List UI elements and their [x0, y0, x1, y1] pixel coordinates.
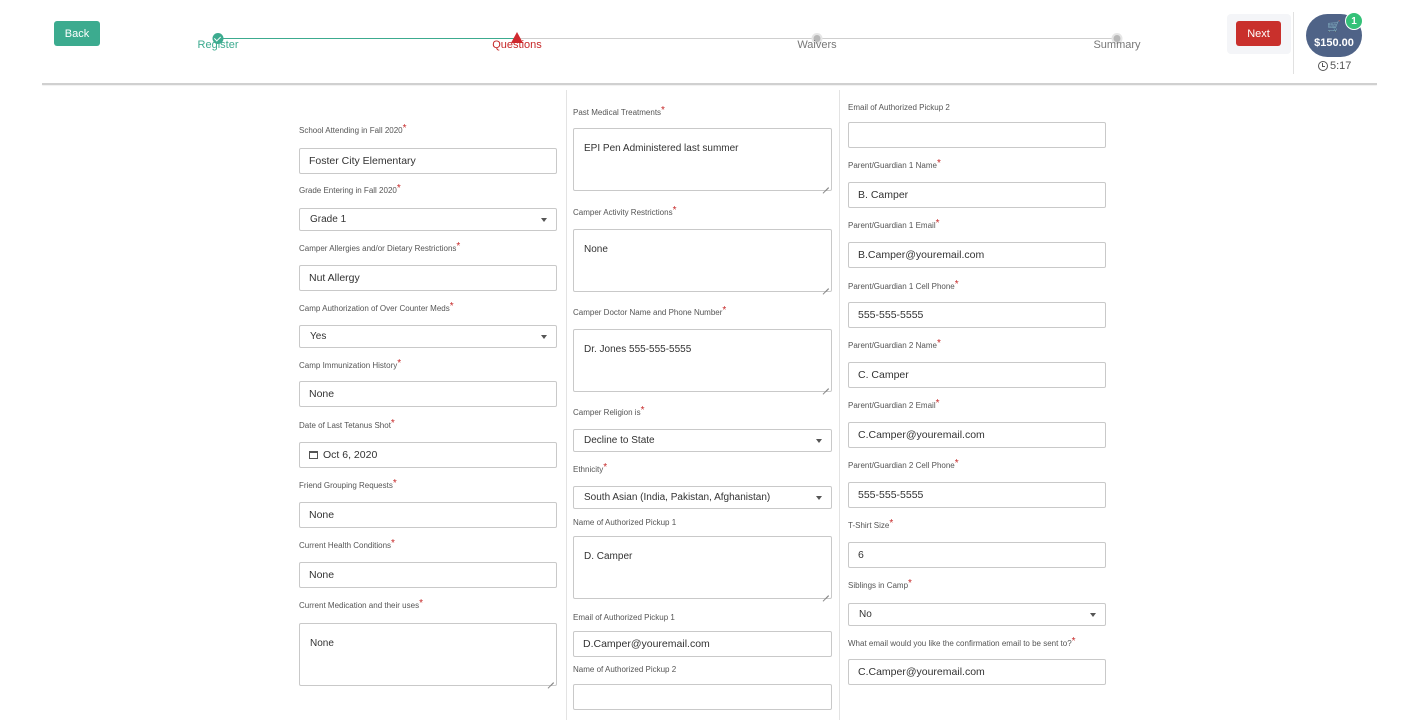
medication-textarea[interactable]: None [299, 623, 557, 686]
field-label: Camper Doctor Name and Phone Number* [573, 305, 727, 317]
tshirt-size-input[interactable]: 6 [848, 542, 1106, 568]
health-conditions-input[interactable]: None [299, 562, 557, 588]
field-label: Siblings in Camp* [848, 578, 912, 590]
religion-select[interactable]: Decline to State [573, 429, 832, 452]
siblings-select[interactable]: No [848, 603, 1106, 626]
chevron-down-icon [816, 496, 822, 500]
friend-grouping-input[interactable]: None [299, 502, 557, 528]
field-label: Ethnicity* [573, 462, 608, 474]
cart-amount: $150.00 [1314, 37, 1354, 49]
field-label: Grade Entering in Fall 2020* [299, 183, 401, 195]
field-label: Friend Grouping Requests* [299, 478, 397, 490]
guardian2-name-input[interactable]: C. Camper [848, 362, 1106, 388]
clock-icon [1318, 61, 1328, 71]
step-register[interactable]: Register [197, 39, 239, 51]
guardian1-name-input[interactable]: B. Camper [848, 182, 1106, 208]
field-label: Parent/Guardian 1 Name* [848, 158, 941, 170]
resize-handle-icon[interactable] [821, 180, 829, 188]
activity-restrictions-textarea[interactable]: None [573, 229, 832, 292]
resize-handle-icon[interactable] [821, 588, 829, 596]
chevron-down-icon [541, 335, 547, 339]
guardian2-email-input[interactable]: C.Camper@youremail.com [848, 422, 1106, 448]
field-label: Parent/Guardian 1 Email* [848, 218, 940, 230]
cart-icon: 🛒 [1327, 21, 1341, 33]
cart-count-badge: 1 [1345, 12, 1363, 30]
field-label: School Attending in Fall 2020* [299, 123, 407, 135]
past-treatments-textarea[interactable]: EPI Pen Administered last summer [573, 128, 832, 191]
guardian1-phone-input[interactable]: 555-555-5555 [848, 302, 1106, 328]
field-label: Past Medical Treatments* [573, 105, 665, 117]
field-label: Camp Immunization History* [299, 358, 402, 370]
field-label: Camper Allergies and/or Dietary Restrictions* [299, 241, 461, 253]
immunization-input[interactable]: None [299, 381, 557, 407]
pickup1-name-textarea[interactable]: D. Camper [573, 536, 832, 599]
field-label: Name of Authorized Pickup 1 [573, 518, 677, 527]
allergies-input[interactable]: Nut Allergy [299, 265, 557, 291]
pickup2-email-input[interactable] [848, 122, 1106, 148]
field-label: Name of Authorized Pickup 2 [573, 665, 677, 674]
step-waivers[interactable]: Waivers [797, 39, 837, 51]
chevron-down-icon [816, 439, 822, 443]
progress-line-complete [218, 38, 517, 39]
header-divider [1293, 12, 1294, 74]
field-label: Camper Religion is* [573, 405, 645, 417]
otc-meds-select[interactable]: Yes [299, 325, 557, 348]
grade-select[interactable]: Grade 1 [299, 208, 557, 231]
ethnicity-select[interactable]: South Asian (India, Pakistan, Afghanistan) [573, 486, 832, 509]
field-label: Date of Last Tetanus Shot* [299, 418, 395, 430]
column-divider [566, 90, 567, 720]
chevron-down-icon [541, 218, 547, 222]
resize-handle-icon[interactable] [821, 281, 829, 289]
field-label: Camper Activity Restrictions* [573, 205, 677, 217]
field-label: Current Medication and their uses* [299, 598, 423, 610]
tetanus-date-input[interactable]: Oct 6, 2020 [299, 442, 557, 468]
doctor-textarea[interactable]: Dr. Jones 555-555-5555 [573, 329, 832, 392]
back-button[interactable]: Back [54, 21, 100, 46]
step-questions[interactable]: Questions [492, 39, 542, 51]
pickup1-email-input[interactable]: D.Camper@youremail.com [573, 631, 832, 657]
field-label: Current Health Conditions* [299, 538, 395, 550]
field-label: Email of Authorized Pickup 2 [848, 103, 950, 112]
field-label: Email of Authorized Pickup 1 [573, 613, 675, 622]
chevron-down-icon [1090, 613, 1096, 617]
step-summary[interactable]: Summary [1093, 39, 1141, 51]
field-label: Parent/Guardian 1 Cell Phone* [848, 279, 959, 291]
guardian1-email-input[interactable]: B.Camper@youremail.com [848, 242, 1106, 268]
field-label: Camp Authorization of Over Counter Meds* [299, 301, 454, 313]
resize-handle-icon[interactable] [821, 381, 829, 389]
next-button[interactable]: Next [1236, 21, 1281, 46]
timer-value: 5:17 [1330, 60, 1352, 72]
pickup2-name-input[interactable] [573, 684, 832, 710]
header [0, 0, 1419, 86]
field-label: Parent/Guardian 2 Email* [848, 398, 940, 410]
session-timer [1318, 60, 1351, 72]
field-label: Parent/Guardian 2 Name* [848, 338, 941, 350]
calendar-icon [309, 451, 318, 459]
guardian2-phone-input[interactable]: 555-555-5555 [848, 482, 1106, 508]
confirmation-email-input[interactable]: C.Camper@youremail.com [848, 659, 1106, 685]
column-divider [839, 90, 840, 720]
field-label: T-Shirt Size* [848, 518, 894, 530]
header-rule [42, 83, 1377, 85]
field-label: What email would you like the confirmation email to be sent to?* [848, 636, 1076, 648]
field-label: Parent/Guardian 2 Cell Phone* [848, 458, 959, 470]
resize-handle-icon[interactable] [546, 675, 554, 683]
school-input[interactable]: Foster City Elementary [299, 148, 557, 174]
